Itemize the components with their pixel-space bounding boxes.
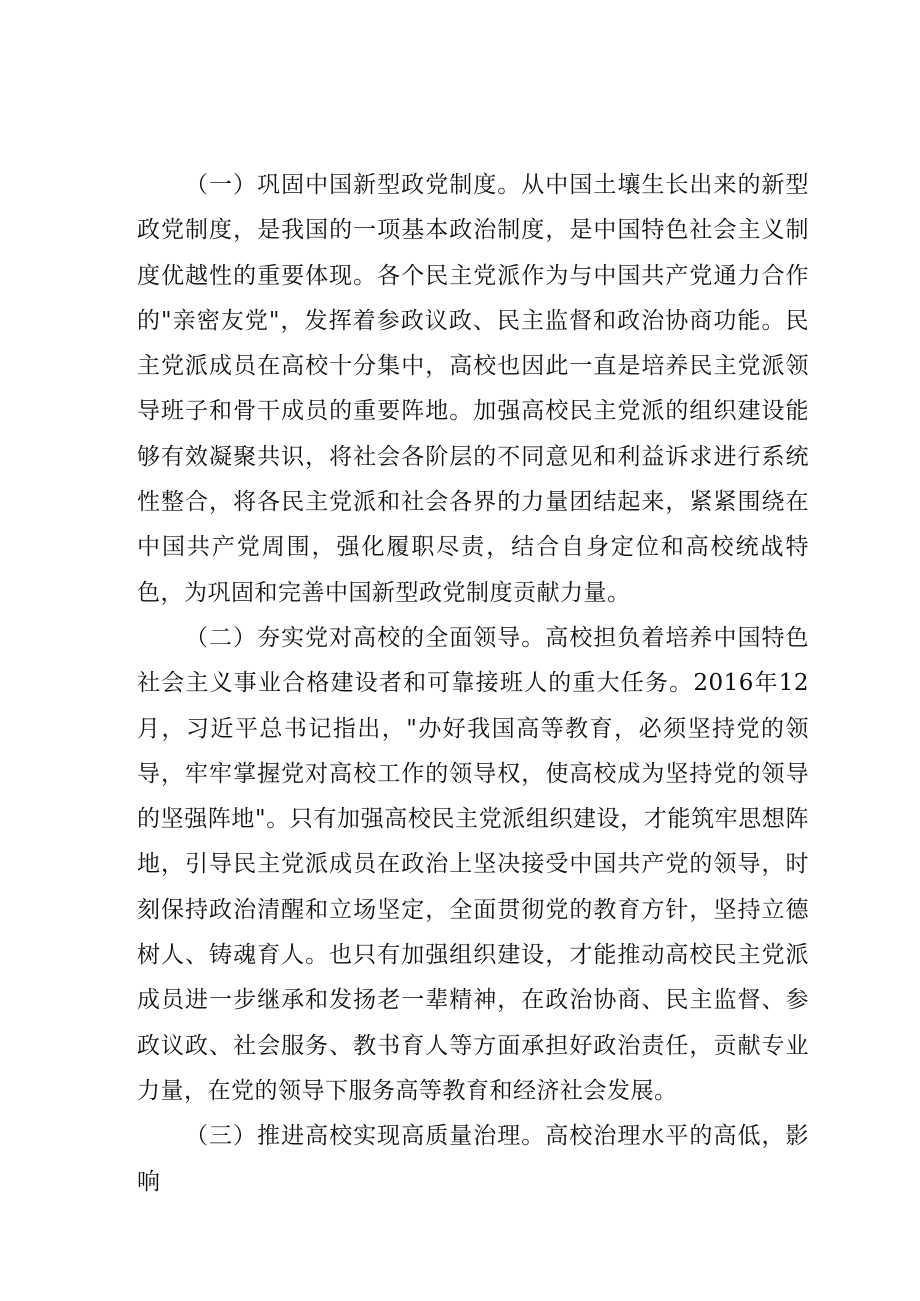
paragraph-university-governance: （三）推进高校实现高质量治理。高校治理水平的高低，影响 bbox=[137, 1123, 809, 1195]
paragraph-consolidate-party-system: （一）巩固中国新型政党制度。从中国土壤生长出来的新型政党制度，是我国的一项基本政治制度，是中国特色社会主义制度优越性的重要体现。各个民主党派作为与中国共产党通力合作的"亲密友党"，发挥着参政议政、民主监督和政治协商功能。民主党派成员在高校十分集中，高校也因此一直是培养民主党派领导班子和骨干成员的重要阵地。加强高校民主党派的组织建设能够有效凝聚共识，将社会各阶层的不同意见和利益诉求进行系统性整合，将各民主党派和社会各界的力量团结起来，紧紧围绕在中国共产党周围，强化履职尽责，结合自身定位和高校统战特色，为巩固和完善中国新型政党制度贡献力量。 bbox=[137, 172, 809, 606]
paragraph-party-leadership: （二）夯实党对高校的全面领导。高校担负着培养中国特色社会主义事业合格建设者和可靠接班人的重大任务。2016年12月，习近平总书记指出，"办好我国高等教育，必须坚持党的领导，牢牢掌握党对高校工作的领导权，使高校成为坚持党的领导的坚强阵地"。只有加强高校民主党派组织建设，才能筑牢思想阵地，引导民主党派成员在政治上坚决接受中国共产党的领导，时刻保持政治清醒和立场坚定，全面贯彻党的教育方针，坚持立德树人、铸魂育人。也只有加强组织建设，才能推动高校民主党派成员进一步继承和发扬老一辈精神，在政治协商、民主监督、参政议政、社会服务、教书育人等方面承担好政治责任，贡献专业力量，在党的领导下服务高等教育和经济社会发展。 bbox=[137, 624, 809, 1104]
document-body bbox=[137, 163, 809, 1205]
